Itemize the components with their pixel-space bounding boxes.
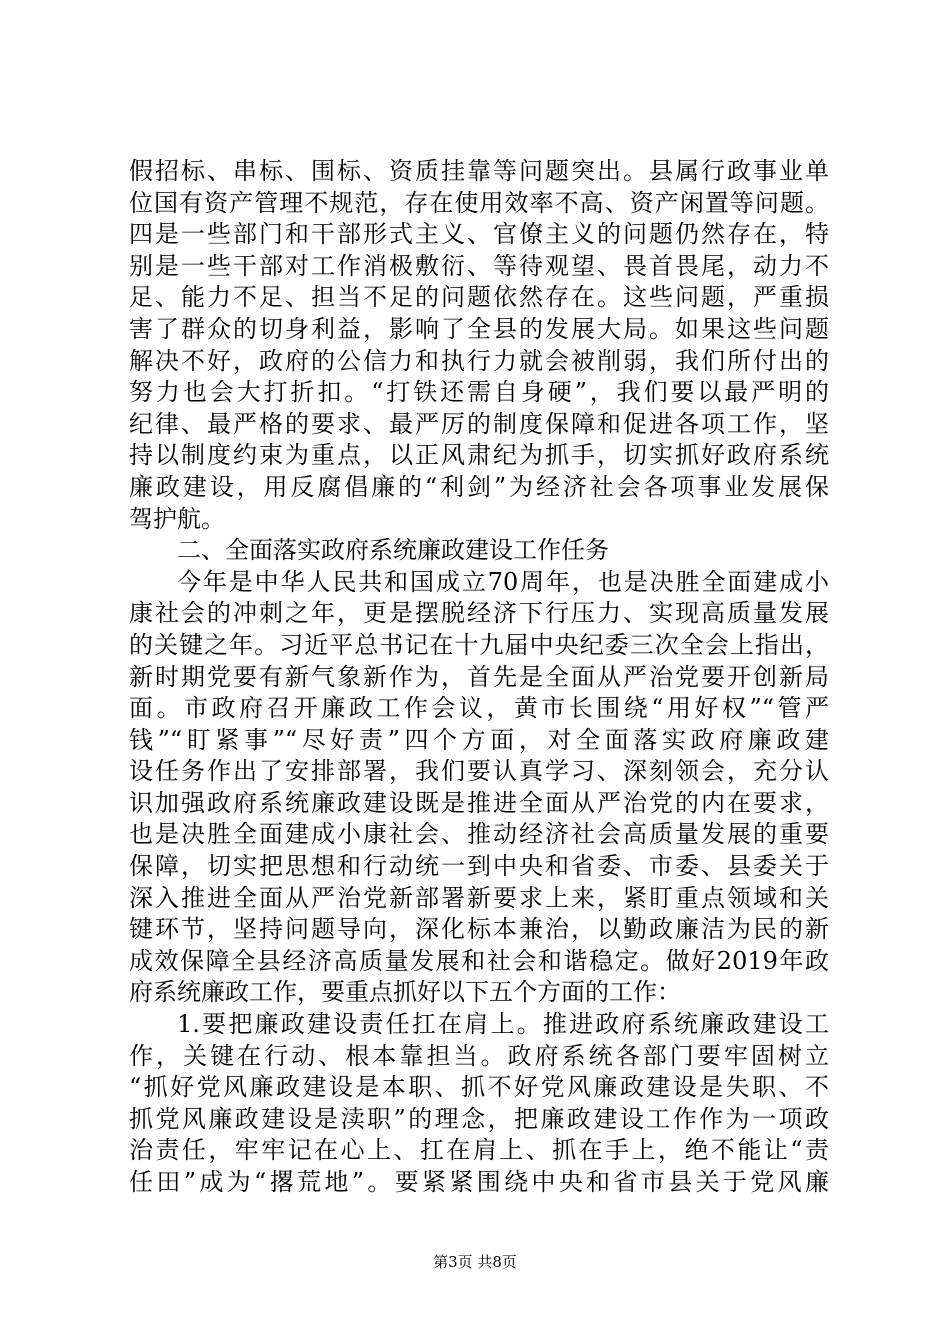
text-line: 纪律、最严格的要求、最严厉的制度保障和促进各项工作，坚 (129, 409, 829, 438)
text-line: 府系统廉政工作，要重点抓好以下五个方面的工作： (129, 978, 681, 1007)
text-line: 持以制度约束为重点，以正风肃纪为抓手，切实抓好政府系统 (129, 441, 829, 470)
text-line: 作，关键在行动、根本靠担当。政府系统各部门要牢固树立 (129, 1041, 829, 1070)
text-line: 今年是中华人民共和国成立70周年，也是决胜全面建成小 (177, 567, 829, 596)
text-line: 害了群众的切身利益，影响了全县的发展大局。如果这些问题 (129, 314, 829, 343)
text-line: 的关键之年。习近平总书记在十九届中央纪委三次全会上指出， (129, 630, 829, 659)
page-number-footer: 第3页 共8页 (433, 1253, 517, 1271)
text-line: 抓党风廉政建设是渎职”的理念，把廉政建设工作作为一项政 (129, 1104, 829, 1133)
text-line: 足、能力不足、担当不足的问题依然存在。这些问题，严重损 (129, 283, 829, 312)
text-line: 别是一些干部对工作消极敷衍、等待观望、畏首畏尾，动力不 (129, 251, 829, 280)
text-line: 钱”“盯紧事”“尽好责”四个方面，对全面落实政府廉政建 (129, 725, 829, 754)
text-line: 廉政建设，用反腐倡廉的“利剑”为经济社会各项事业发展保 (129, 472, 829, 501)
text-line: 设任务作出了安排部署，我们要认真学习、深刻领会，充分认 (129, 757, 829, 786)
text-line: 位国有资产管理不规范，存在使用效率不高、资产闲置等问题。 (129, 188, 829, 217)
text-line: 成效保障全县经济高质量发展和社会和谐稳定。做好2019年政 (129, 946, 829, 975)
text-line: 新时期党要有新气象新作为，首先是全面从严治党要开创新局 (129, 662, 829, 691)
text-line: 保障，切实把思想和行动统一到中央和省委、市委、县委关于 (129, 852, 829, 881)
text-line: 也是决胜全面建成小康社会、推动经济社会高质量发展的重要 (129, 820, 829, 849)
text-line: 努力也会大打折扣。“打铁还需自身硬”，我们要以最严明的 (129, 378, 829, 407)
numbered-item-line: 1.要把廉政建设责任扛在肩上。推进政府系统廉政建设工 (177, 1010, 829, 1039)
text-line: 假招标、串标、围标、资质挂靠等问题突出。县属行政事业单 (129, 157, 829, 185)
text-line: 深入推进全面从严治党新部署新要求上来，紧盯重点领域和关 (129, 883, 829, 912)
text-line: 治责任，牢牢记在心上、扛在肩上、抓在手上，绝不能让“责 (129, 1136, 829, 1165)
text-line: 面。市政府召开廉政工作会议，黄市长围绕“用好权”“管严 (129, 694, 829, 723)
text-line: 驾护航。 (129, 504, 225, 533)
text-line: 康社会的冲刺之年，更是摆脱经济下行压力、实现高质量发展 (129, 599, 829, 628)
text-line: “抓好党风廉政建设是本职、抓不好党风廉政建设是失职、不 (129, 1073, 829, 1102)
text-line: 四是一些部门和干部形式主义、官僚主义的问题仍然存在，特 (129, 220, 829, 249)
body-text (129, 156, 829, 1199)
text-line: 任田”成为“撂荒地”。要紧紧围绕中央和省市县关于党风廉 (129, 1168, 829, 1196)
text-line: 解决不好，政府的公信力和执行力就会被削弱，我们所付出的 (129, 346, 829, 375)
section-heading: 二、全面落实政府系统廉政建设工作任务 (177, 536, 609, 565)
text-line: 识加强政府系统廉政建设既是推进全面从严治党的内在要求， (129, 788, 829, 817)
text-line: 键环节，坚持问题导向，深化标本兼治，以勤政廉洁为民的新 (129, 915, 829, 944)
